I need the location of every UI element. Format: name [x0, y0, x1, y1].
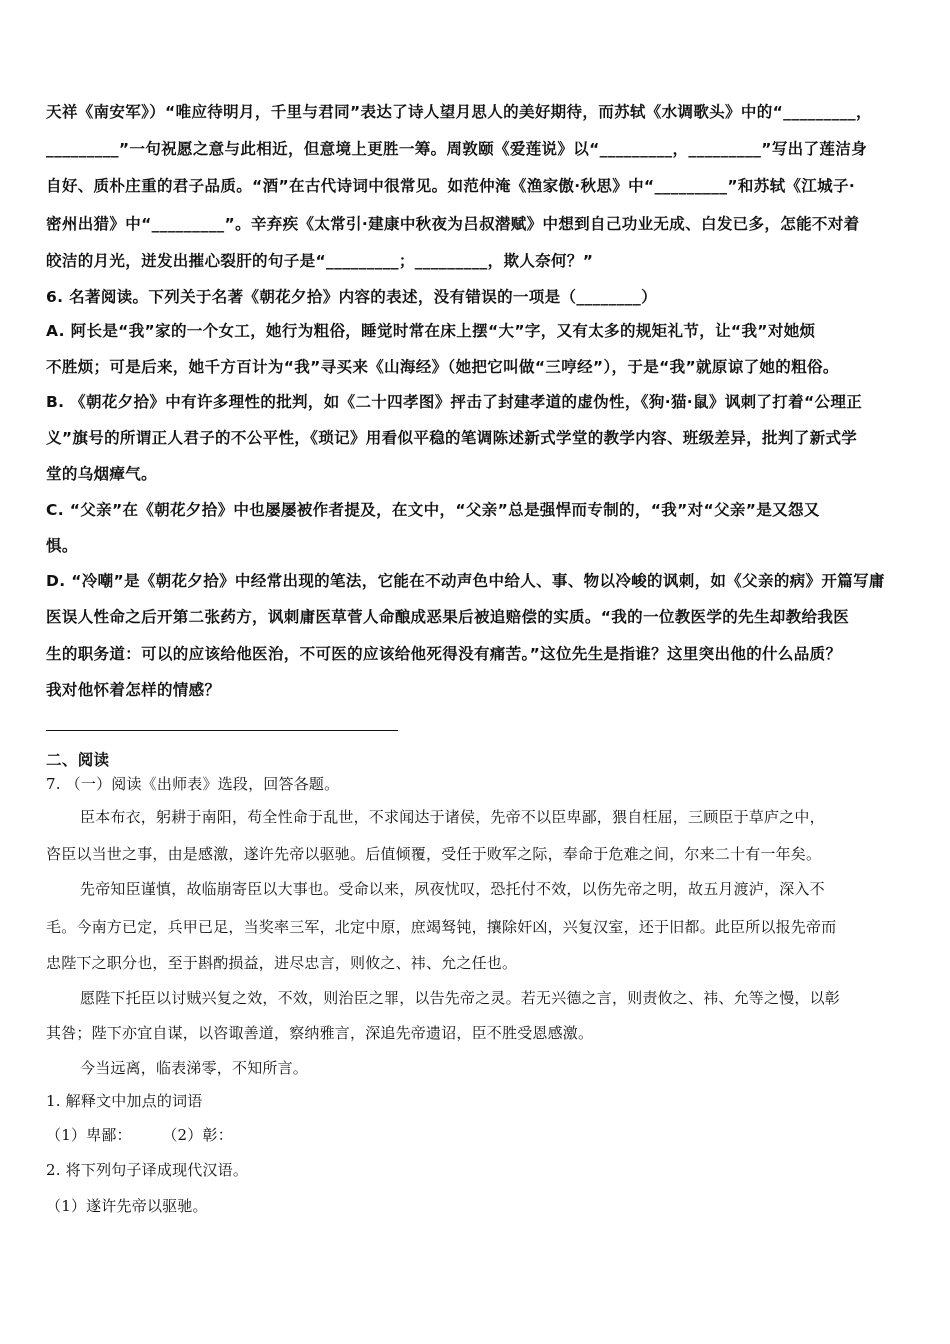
- passage-line-4: 毛。今南方已定，兵甲已足，当奖率三军，北定中原，庶竭驽钝，攘除奸凶，兴复汉室，还于旧都。此臣所以报先帝而: [46, 918, 837, 936]
- q6-option-d-line-1: D. “冷嘲”是《朝花夕拾》中经常出现的笔法，它能在不动声色中给人、事、物以冷峻的讽刺，如《父亲的病》开篇写庸: [46, 572, 885, 590]
- passage-line-5: 忠陛下之职分也，至于斟酌损益，进尽忠言，则攸之、祎、允之任也。: [46, 954, 518, 972]
- sub-question-2-item-1: （1）遂许先帝以驱驰。: [46, 1197, 208, 1215]
- poem-line-5: 皎洁的月光，迸发出摧心裂肝的句子是“_________；_________，欺人奈何？”: [46, 252, 594, 270]
- q6-option-d-line-3: 生的职务道：可以的应该给他医治，不可医的应该给他死得没有痛苦。”这位先生是指谁？这里突出他的什么品质？: [46, 645, 842, 663]
- passage-line-2: 咨臣以当世之事，由是感激，遂许先帝以驱驰。后值倾覆，受任于败军之际，奉命于危难之间，尔来二十有一年矣。: [46, 845, 822, 863]
- poem-line-3: 自好、质朴庄重的君子品质。“酒”在古代诗词中很常见。如范仲淹《渔家傲·秋思》中“_________”和苏轼《江城子·: [46, 177, 856, 195]
- passage-line-1: 臣本布衣，躬耕于南阳，苟全性命于乱世，不求闻达于诸侯，先帝不以臣卑鄙，猥自枉屈，三顾臣于草庐之中，: [80, 808, 825, 826]
- q6-option-c-line-2: 惧。: [46, 537, 78, 555]
- poem-line-1: 天祥《南安军》）“唯应待明月，千里与君同”表达了诗人望月思人的美好期待，而苏轼《水调歌头》中的“_________，: [46, 103, 872, 121]
- answer-underline: [46, 730, 398, 731]
- q6-option-a-line-1: A. 阿长是“我”家的一个女工，她行为粗俗，睡觉时常在床上摆“大”字，又有太多的规矩礼节，让“我”对她烦: [46, 322, 816, 340]
- sub-question-1: 1. 解释文中加点的词语: [46, 1092, 203, 1110]
- q6-option-c-line-1: C. “父亲”在《朝花夕拾》中也屡屡被作者提及，在文中，“父亲”总是强悍而专制的，“我”对“父亲”是又怨又: [46, 501, 820, 519]
- question-7-stem: 7. （一）阅读《出师表》选段，回答各题。: [46, 775, 340, 793]
- passage-line-8: 今当远离，临表涕零，不知所言。: [80, 1059, 309, 1077]
- q6-option-b-line-2: 义”旗号的所谓正人君子的不公平性，《琐记》用看似平稳的笔调陈述新式学堂的教学内容、班级差异，批判了新式学: [46, 429, 858, 447]
- passage-line-6: 愿陛下托臣以讨贼兴复之效，不效，则治臣之罪，以告先帝之灵。若无兴德之言，则责攸之、祎、允等之慢，以彰: [80, 989, 841, 1007]
- q6-option-b-line-1: B. 《朝花夕拾》中有许多理性的批判，如《二十四孝图》抨击了封建孝道的虚伪性，《狗·猫·鼠》讽刺了打着“公理正: [46, 393, 863, 411]
- q6-option-d-line-4: 我对他怀着怎样的情感？: [46, 681, 221, 699]
- sub-question-2: 2. 将下列句子译成现代汉语。: [46, 1161, 249, 1179]
- q6-option-b-line-3: 堂的乌烟瘴气。: [46, 465, 157, 483]
- q6-option-a-line-2: 不胜烦；可是后来，她千方百计为“我”寻买来《山海经》（她把它叫做“三哼经”），于是“我”就原谅了她的粗俗。: [46, 358, 839, 376]
- poem-line-4: 密州出猎》中“_________”。辛弃疾《太常引·建康中秋夜为吕叔潜赋》中想到自己功业无成、白发已多，怎能不对着: [46, 215, 860, 233]
- passage-line-7: 其咎；陛下亦宜自谋，以咨诹善道，察纳雅言，深追先帝遗诏，臣不胜受恩感激。: [46, 1024, 594, 1042]
- section-heading: 二、阅读: [46, 751, 110, 769]
- passage-line-3: 先帝知臣谨慎，故临崩寄臣以大事也。受命以来，夙夜忧叹，恐托付不效，以伤先帝之明，故五月渡泸，深入不: [80, 880, 825, 898]
- poem-line-2: _________”一句祝愿之意与此相近，但意境上更胜一筹。周敦颐《爱莲说》以“_________，_________”写出了莲洁身: [46, 140, 867, 158]
- question-6-stem: 6. 名著阅读。下列关于名著《朝花夕拾》内容的表述，没有错误的一项是（________）: [46, 288, 657, 306]
- sub-question-1-items: （1）卑鄙： （2）彰：: [46, 1126, 233, 1144]
- q6-option-d-line-2: 医误人性命之后开第二张药方，讽刺庸医草菅人命酿成恶果后被追赔偿的实质。“我的一位教医学的先生却教给我医: [46, 608, 850, 626]
